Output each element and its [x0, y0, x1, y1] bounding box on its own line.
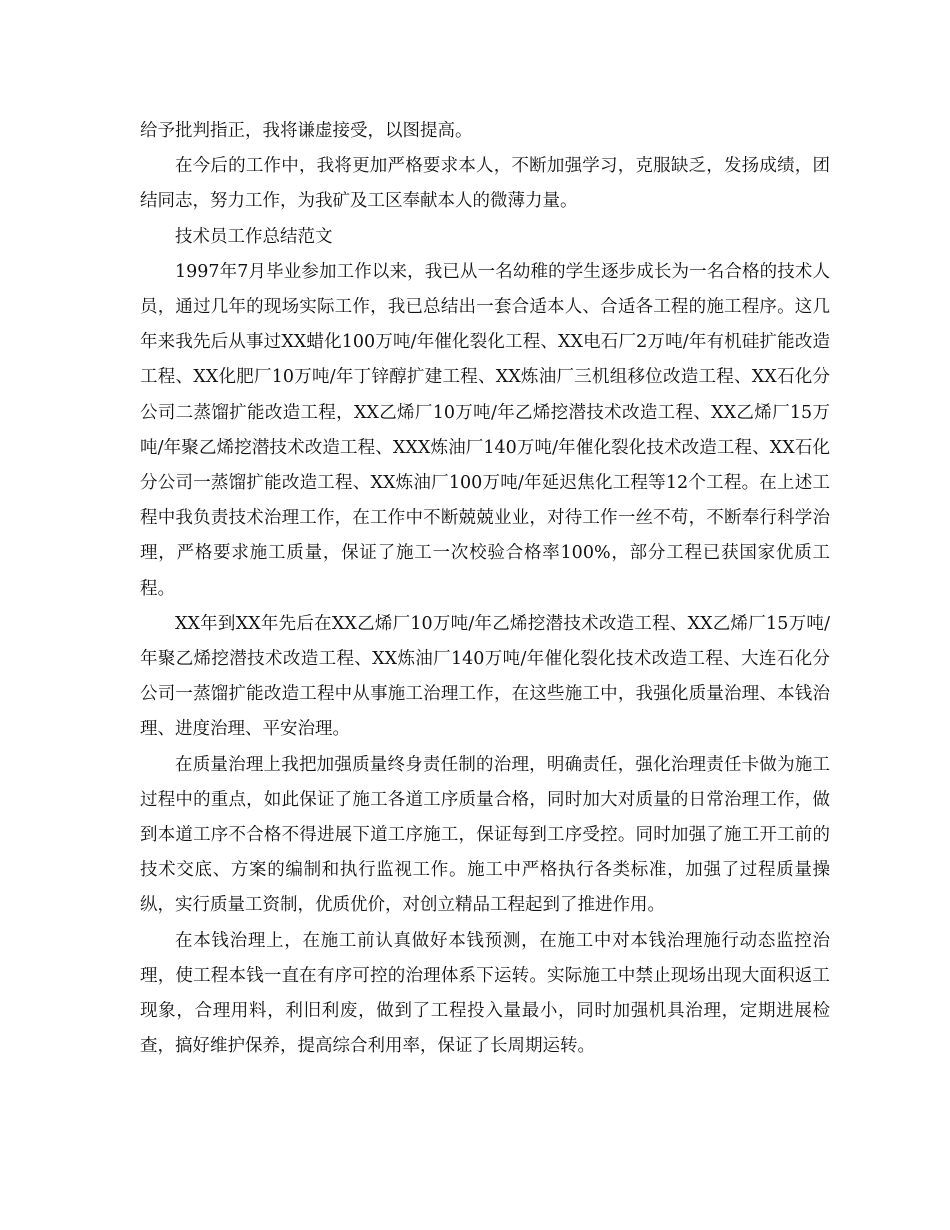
- paragraph-continuation: 给予批判指正，我将谦虚接受，以图提高。: [140, 121, 473, 141]
- paragraph-construction-management: XX年到XX年先后在XX乙烯厂10万吨/年乙烯挖潜技术改造工程、XX乙烯厂15万吨/年聚乙烯挖潜技术改造工程、XX炼油厂140万吨/年催化裂化技术改造工程、大连石化分公司一蒸馏扩能改造工程中从事施工治理工作，在这些施工中，我强化质量治理、本钱治理、进度治理、平安治理。: [140, 613, 830, 740]
- paragraph-work-history: 1997年7月毕业参加工作以来，我已从一名幼稚的学生逐步成长为一名合格的技术人员，通过几年的现场实际工作，我已总结出一套合适本人、合适各工程的施工程序。这几年来我先后从事过XX蜡化100万吨/年催化裂化工程、XX电石厂2万吨/年有机硅扩能改造工程、XX化肥厂10万吨/年丁锌醇扩建工程、XX炼油厂三机组移位改造工程、XX石化分公司二蒸馏扩能改造工程，XX乙烯厂10万吨/年乙烯挖潜技术改造工程、XX乙烯厂15万吨/年聚乙烯挖潜技术改造工程、XXX炼油厂140万吨/年催化裂化技术改造工程、XX石化分公司一蒸馏扩能改造工程、XX炼油厂100万吨/年延迟焦化工程等12个工程。在上述工程中我负责技术治理工作，在工作中不断兢兢业业，对待工作一丝不苟，不断奉行科学治理，严格要求施工质量，保证了施工一次校验合格率100%，部分工程已获国家优质工程。: [140, 261, 830, 599]
- document-body: [140, 114, 830, 1064]
- paragraph-closing-remarks: 在今后的工作中，我将更加严格要求本人，不断加强学习，克服缺乏，发扬成绩，团结同志，努力工作，为我矿及工区奉献本人的微薄力量。: [140, 156, 830, 212]
- paragraph-quality-management: 在质量治理上我把加强质量终身责任制的治理，明确责任，强化治理责任卡做为施工过程中的重点，如此保证了施工各道工序质量合格，同时加大对质量的日常治理工作，做到本道工序不合格不得进展下道工序施工，保证每到工序受控。同时加强了施工开工前的技术交底、方案的编制和执行监视工作。施工中严格执行各类标准，加强了过程质量操纵，实行质量工资制，优质优价，对创立精品工程起到了推进作用。: [140, 754, 830, 916]
- paragraph-cost-management: 在本钱治理上，在施工前认真做好本钱预测，在施工中对本钱治理施行动态监控治理，使工程本钱一直在有序可控的治理体系下运转。实际施工中禁止现场出现大面积返工现象，合理用料，利旧利废，做到了工程投入量最小，同时加强机具治理，定期进展检查，搞好维护保养，提高综合利用率，保证了长周期运转。: [140, 930, 830, 1057]
- section-title: 技术员工作总结范文: [175, 226, 333, 247]
